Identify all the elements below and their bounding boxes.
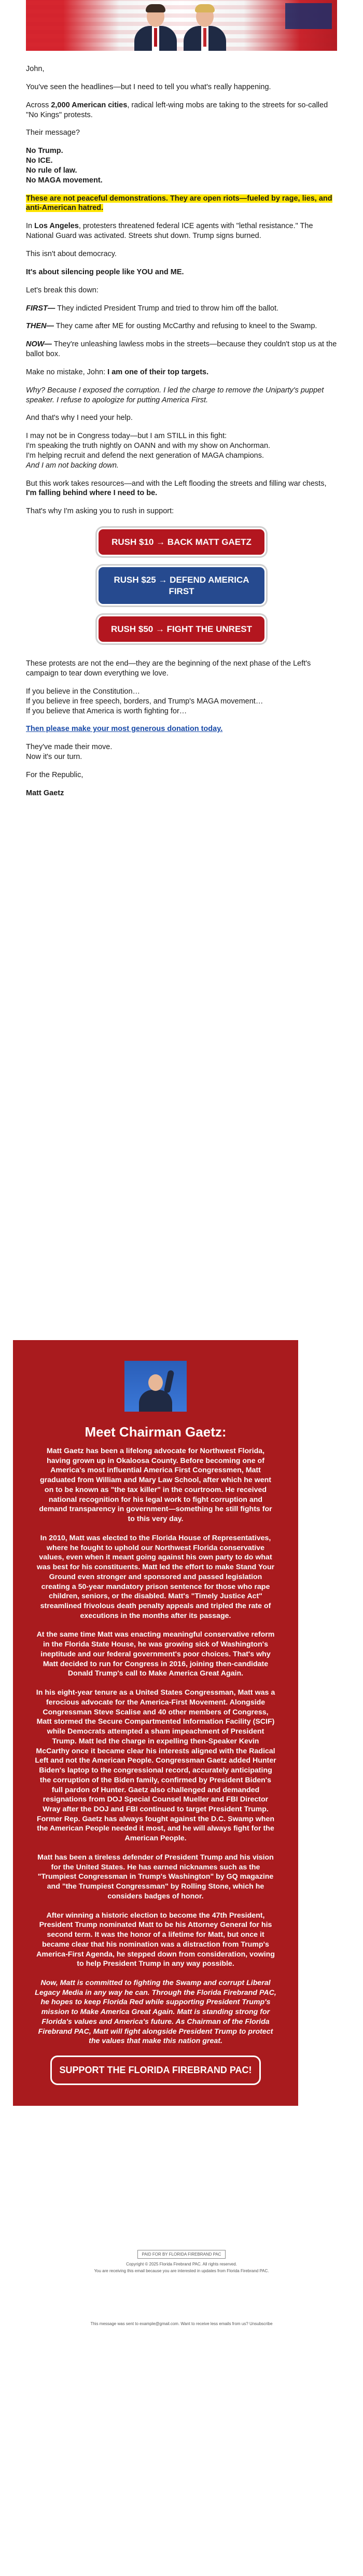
move-paragraph: They've made their move. Now it's our turn.: [26, 743, 113, 762]
bio-paragraph: Matt Gaetz has been a lifelong advocate for Northwest Florida, having grown up in Okaloosa County. Before becoming one of America's most influential America First Congressmen, Matt graduated from William and Mary Law School, after which he went on to be known as "the tax killer" in the courtroom. He received national recognition for his legal work to fight corruption and demand transparency in government—something he still fights for to this very day.: [39, 1447, 272, 1524]
rush-25-button[interactable]: RUSH $25 → DEFEND AMERICA FIRST: [97, 566, 266, 606]
message-line: No MAGA movement.: [26, 176, 103, 185]
email-body: [26, 0, 337, 807]
header-banner-image: [26, 0, 337, 51]
rush-50-button[interactable]: RUSH $50 → FIGHT THE UNREST: [97, 615, 266, 643]
then-point: THEN— They came after ME for ousting McCarthy and refusing to kneel to the Swamp.: [26, 322, 317, 331]
gaetz-photo: [132, 3, 179, 51]
footer: [0, 2250, 363, 2275]
trump-photo: [182, 3, 228, 51]
message-line: No ICE.: [26, 157, 53, 165]
unsubscribe-line[interactable]: This message was sent to example@gmail.com. Want to receive less emails from us? Unsubscribe: [90, 2321, 273, 2326]
bio-title: Meet Chairman Gaetz:: [85, 1424, 227, 1440]
targets-paragraph: Make no mistake, John: I am one of their top targets.: [26, 368, 209, 376]
message-question: Their message?: [26, 129, 80, 137]
chairman-photo: [124, 1361, 187, 1412]
bio-paragraph: After winning a historic election to become the 47th President, President Trump nominated Matt to be his Attorney General for his second term. It was the honor of a lifetime for Matt, but once it became clear that his nomination was a distraction from Trump's America-First Agenda, he stepped down from consideration, vowing to help President Trump in any way possible.: [36, 1911, 275, 1968]
silencing-statement: It's about silencing people like YOU and ME.: [26, 268, 184, 276]
subscription-reason: You are receiving this email because you are interested in updates from Florida Firebrand PAC.: [94, 2269, 269, 2273]
support-pac-button[interactable]: SUPPORT THE FLORIDA FIREBRAND PAC!: [50, 2056, 261, 2085]
rush-10-button[interactable]: RUSH $10 → BACK MATT GAETZ: [97, 528, 266, 556]
copyright: Copyright © 2025 Florida Firebrand PAC. All rights reserved.: [126, 2262, 237, 2267]
bio-paragraph: In his eight-year tenure as a United States Congressman, Matt was a ferocious advocate for the America-First Movement. Alongside Congressman Steve Scalise and 40 other members of Congress, Matt stormed the Secure Compartmented Information Facility (SCIF) while Democrats attempted a sham impeachment of President Trump. Matt led the charge in expelling then-Speaker Kevin McCarthy once it became clear his interests aligned with the Radical Left and not the American People. Congressman Gaetz added Hunter Biden's laptop to the congressional record, accurately anticipating the corruption of the Biden family, confirmed by President Biden's full pardon of Hunter. Gaetz also challenged and demanded resignations from DOJ Special Counsel Mueller and FBI Director Wray after the DOJ and FBI continued to target President Trump. Former Rep. Gaetz has always fought against the D.C. Swamp when the American People needed it most, and he will always fight for the American People.: [35, 1688, 276, 1843]
break-down: Let's break this down:: [26, 286, 99, 294]
intro-paragraph: You've seen the headlines—but I need to tell you what's really happening.: [26, 82, 271, 91]
not-end-paragraph: These protests are not the end—they are the beginning of the next phase of the Left's campaign to tear down everything we love.: [26, 659, 311, 678]
not-democracy: This isn't about democracy.: [26, 249, 117, 258]
los-angeles-paragraph: In Los Angeles, protesters threatened federal ICE agents with "lethal resistance." The National Guard was activated. Streets shut down. Trump signs burned.: [26, 222, 313, 241]
asking-support: That's why I'm asking you to rush in support:: [26, 507, 174, 516]
bio-section: [13, 1340, 298, 2106]
signature: Matt Gaetz: [26, 789, 64, 797]
sign-off: For the Republic,: [26, 770, 83, 779]
bio-paragraph: At the same time Matt was enacting meaningful conservative reform in the Florida State House, he was growing sick of Washington's ineptitude and our federal government's poor choices. That's why Matt decided to run for Congress in 2016, joining then-candidate Donald Trump's call to Make America Great Again.: [36, 1630, 275, 1678]
cities-paragraph: Across 2,000 American cities, radical left-wing mobs are taking to the streets for so-called "No Kings" protests.: [26, 101, 328, 119]
bio-closing: Now, Matt is committed to fighting the Swamp and corrupt Liberal Legacy Media in any way he can. Through the Florida Firebrand PAC, he hopes to keep Florida Red while supporting President Trump's mission to Make America Great Again. Matt is standing strong for Florida's values and America's future. As Chairman of the Florida Firebrand PAC, Matt will fight alongside President Trump to protect the values that make this nation great.: [35, 1978, 276, 2046]
donation-buttons: [26, 528, 337, 643]
first-point: FIRST— They indicted President Trump and tried to throw him off the ballot.: [26, 304, 279, 313]
message-line: No rule of law.: [26, 166, 77, 175]
flag-stars: [285, 3, 332, 29]
donate-link[interactable]: Then please make your most generous donation today.: [26, 725, 223, 734]
bio-paragraph: In 2010, Matt was elected to the Florida House of Representatives, where he fought to uphold our Northwest Florida conservative values, even when it meant going against his own party to do what was best for his constituents. Matt led the effort to make Stand Your Ground even stronger and sponsored and passed legislation creating a 50-year mandatory prison sentence for those who rape children, seniors, or the disabled. Matt's "Timely Justice Act" streamlined frivolous death penalty appeals and tripled the rate of executions in the months after its passage.: [36, 1533, 275, 1620]
highlighted-statement: These are not peaceful demonstrations. They are open riots—fueled by rage, lies, and anti-American hatred.: [26, 194, 332, 213]
need-help: And that's why I need your help.: [26, 414, 133, 423]
paid-for-box: PAID FOR BY FLORIDA FIREBRAND PAC: [137, 2250, 226, 2259]
believe-paragraph: If you believe in the Constitution… If you believe in free speech, borders, and Trump's MAGA movement… If you believe that America is worth fighting for…: [26, 687, 263, 715]
greeting: John,: [26, 65, 45, 73]
fight-paragraph: I may not be in Congress today—but I am STILL in this fight: I'm speaking the truth nightly on OANN and with my show on Anchorman. I'm helping recruit and defend the next generation of MAGA champions. And I am not backing down.: [26, 432, 271, 470]
resources-paragraph: But this work takes resources—and with the Left flooding the streets and filling war chests, I'm falling behind where I need to be.: [26, 479, 327, 498]
why-paragraph: Why? Because I exposed the corruption. I led the charge to remove the Uniparty's puppet speaker. I refuse to apologize for putting America First.: [26, 386, 324, 404]
bio-paragraph: Matt has been a tireless defender of President Trump and his vision for the United States. He has earned nicknames such as the "Trumpiest Congressman in Trump's Washington" by GQ magazine and "the Trumpiest Congressman" by Rolling Stone, which he considers badges of honor.: [37, 1853, 274, 1901]
message-line: No Trump.: [26, 147, 63, 156]
now-point: NOW— They're unleashing lawless mobs in the streets—because they couldn't stop us at the ballot box.: [26, 340, 337, 359]
